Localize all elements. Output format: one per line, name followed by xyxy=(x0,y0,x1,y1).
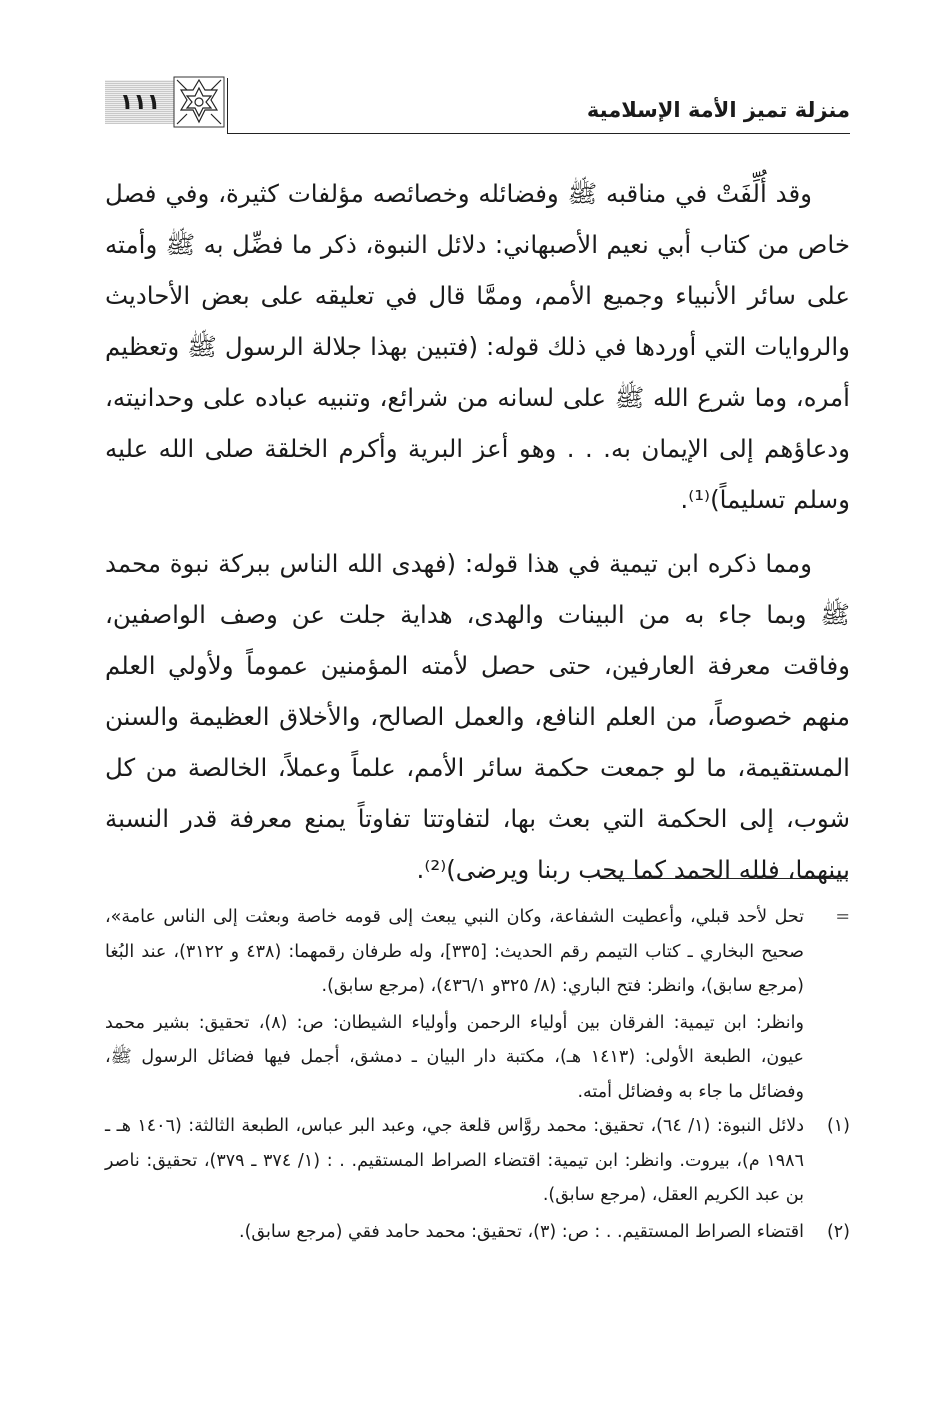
footnote-text: تحل لأحد قبلي، وأعطيت الشفاعة، وكان النبي يبعث إلى قومه خاصة وبعثت إلى الناس عامة»، صحيح البخاري ـ كتاب التيمم رقم الحديث: [٣٣٥]، وله طرفان رقمهما: (٤٣٨ و ٣١٢٢)، عند البُغا (مرجع سابق)، وانظر: فتح الباري: (٨/ ٣٢٥و ٤٣٦/١)، (مرجع سابق). xyxy=(105,907,804,996)
ornament-icon xyxy=(173,76,225,128)
footnote-continuation-text: وانظر: ابن تيمية: الفرقان بين أولياء الرحمن وأولياء الشيطان: ص: (٨)، تحقيق: بشير محمد عيون، الطبعة الأولى: (١٤١٣ هـ)، مكتبة دار البيان ـ دمشق، أجمل فيها فضائل الرسول ﷺ، وفضائل ما جاء به وفضائل أمته. xyxy=(105,1012,804,1102)
header-rule xyxy=(227,133,850,134)
footnote-item xyxy=(105,1215,850,1250)
footnote-continuation xyxy=(105,900,850,1004)
page-header xyxy=(105,72,850,134)
running-title: منزلة تميز الأمة الإسلامية xyxy=(586,98,850,122)
body-paragraph: ومما ذكره ابن تيمية في هذا قوله: (فهدى الله الناس ببركة نبوة محمد ﷺ وبما جاء به من البينات والهدى، هداية جلت عن وصف الواصفين، وفاقت معرفة العارفين، حتى حصل لأمته المؤمنين عموماً ولأولي العلم منهم خصوصاً، من العلم النافع، والعمل الصالح، والأخلاق العظيمة والسنن المستقيمة، ما لو جمعت حكمة سائر الأمم، علماً وعملاً، الخالصة من كل شوب، إلى الحكمة التي بعث بها، لتفاوتتا تفاوتاً يمنع معرفة قدر النسبة بينهما، فلله الحمد كما يحب ربنا ويرضى)⁽²⁾. xyxy=(105,549,850,884)
page-number-box xyxy=(105,80,175,124)
continuation-mark: = xyxy=(835,907,850,927)
body-paragraph: وقد أُلِّفَتْ في مناقبه ﷺ وفضائله وخصائصه مؤلفات كثيرة، وفي فصل خاص من كتاب أبي نعيم الأصبهاني: دلائل النبوة، ذكر ما فضِّل به ﷺ وأمته على سائر الأنبياء وجميع الأمم، وممَّا قال في تعليقه على بعض الأحاديث والروايات التي أوردها في ذلك قوله: (فتبين بهذا جلالة الرسول ﷺ وتعظيم أمره، وما شرع الله ﷺ على لسانه من شرائع، وتنبيه عباده على وحدانيته، ودعاؤهم إلى الإيمان به. . . وهو أعز البرية وأكرم الخلقة صلى الله عليه وسلم تسليماً)⁽¹⁾. xyxy=(105,179,850,514)
main-text xyxy=(105,168,850,895)
footnote-marker: (١) xyxy=(826,1116,850,1136)
footnote-text: اقتضاء الصراط المستقيم. . : ص: (٣)، تحقيق: محمد حامد فقي (مرجع سابق). xyxy=(239,1221,804,1242)
footnote-separator xyxy=(600,878,848,879)
footnotes xyxy=(105,900,850,1249)
header-divider xyxy=(227,78,228,134)
footnote-text: دلائل النبوة: (١/ ٦٤)، تحقيق: محمد روَّاس قلعة جي، وعبد البر عباس، الطبعة الثالثة: (١٤٠٦ هـ ـ ١٩٨٦ م)، بيروت. وانظر: ابن تيمية: اقتضاء الصراط المستقيم. . : (١/ ٣٧٤ ـ ٣٧٩)، تحقيق: ناصر بن عبد الكريم العقل، (مرجع سابق). xyxy=(105,1116,805,1205)
footnote-marker: (٢) xyxy=(826,1221,850,1242)
footnote-item xyxy=(105,1109,850,1213)
page-number: ١١١ xyxy=(119,89,161,115)
